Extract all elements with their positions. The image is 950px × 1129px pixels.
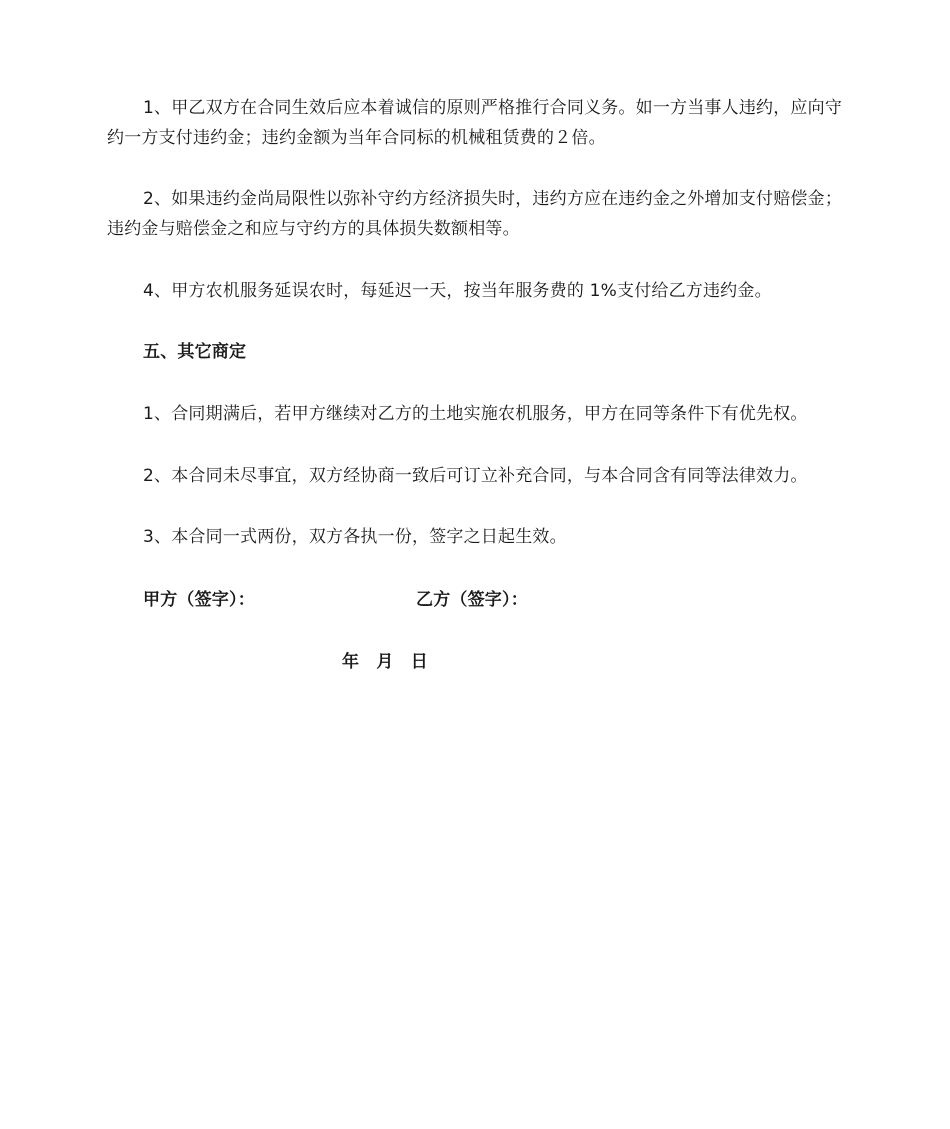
section5-item-2: 2、本合同未尽事宜，双方经协商一致后可订立补充合同，与本合同含有同等法律效力。 — [143, 466, 808, 486]
section5-item-3: 3、本合同一式两份，双方各执一份，签字之日起生效。 — [143, 527, 567, 547]
signature-party-a: 甲方（签字）： — [143, 590, 255, 610]
section5-item-1: 1、合同期满后，若甲方继续对乙方的土地实施农机服务，甲方在同等条件下有优先权。 — [143, 404, 808, 424]
section-heading-other-agreements: 五、其它商定 — [143, 342, 247, 362]
signature-date: 年 月 日 — [342, 652, 428, 672]
clause-penalty-4: 4、甲方农机服务延误农时，每延迟一天，按当年服务费的 1%支付给乙方违约金。 — [143, 281, 772, 301]
clause-penalty-1: 1、甲乙双方在合同生效后应本着诚信的原则严格推行合同义务。如一方当事人违约，应向守约一方支付违约金；违约金额为当年合同标的机械租赁费的２倍。 — [107, 98, 843, 148]
clause-penalty-2: 2、如果违约金尚局限性以弥补守约方经济损失时，违约方应在违约金之外增加支付赔偿金；违约金与赔偿金之和应与守约方的具体损失数额相等。 — [107, 189, 843, 239]
signature-party-b: 乙方（签字）： — [416, 590, 528, 610]
